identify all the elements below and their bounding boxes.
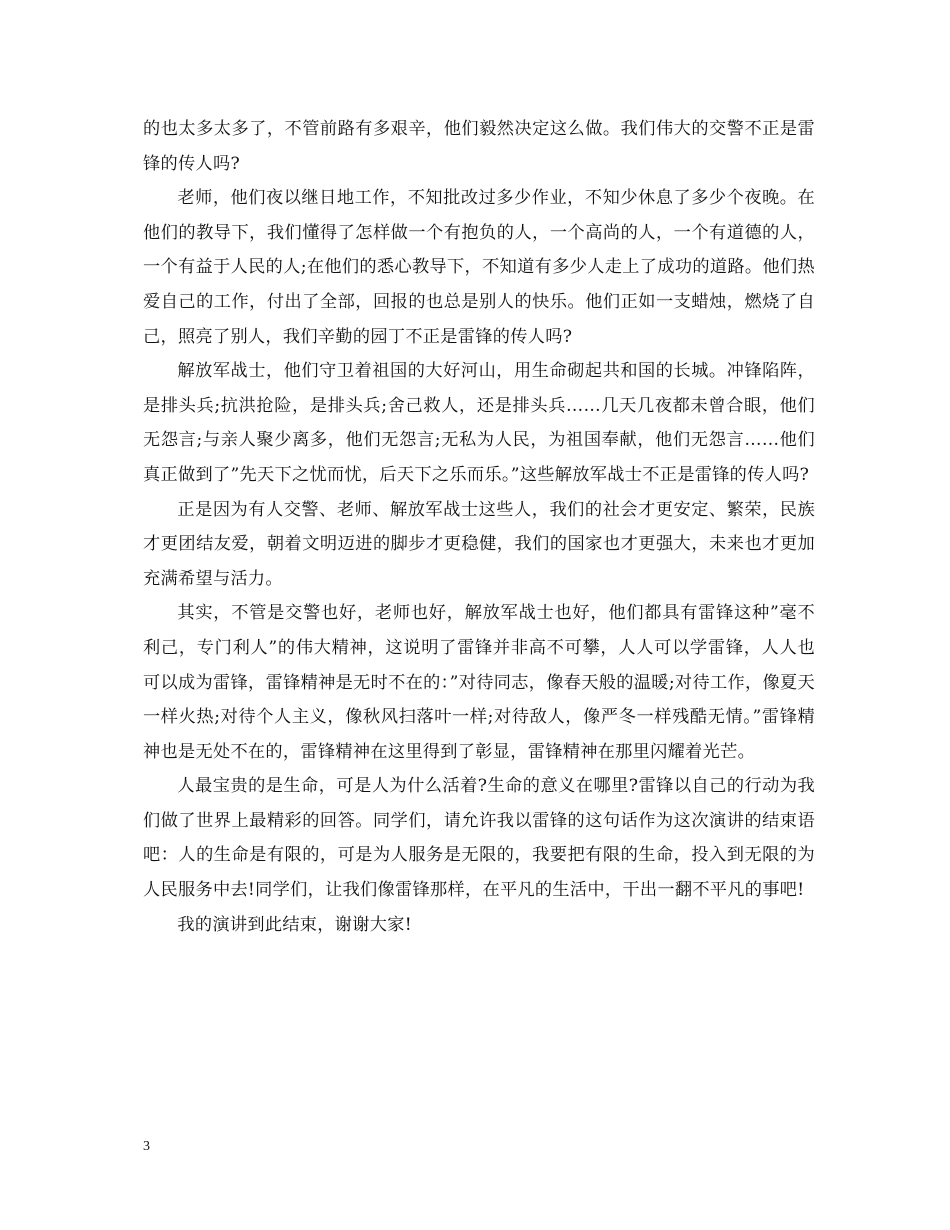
- paragraph-teachers: 老师，他们夜以继日地工作，不知批改过多少作业，不知少休息了多少个夜晚。在他们的教导下，我们懂得了怎样做一个有抱负的人，一个高尚的人，一个有道德的人，一个有益于人民的人;在他们的悉心教导下，不知道有多少人走上了成功的道路。他们热爱自己的工作，付出了全部，回报的也总是别人的快乐。他们正如一支蜡烛，燃烧了自己，照亮了别人，我们辛勤的园丁不正是雷锋的传人吗?: [143, 188, 815, 347]
- paragraph-lei-feng-spirit: 其实，不管是交警也好，老师也好，解放军战士也好，他们都具有雷锋这种”毫不利己，专门利人”的伟大精神，这说明了雷锋并非高不可攀，人人可以学雷锋，人人也可以成为雷锋，雷锋精神是无时不在的：”对待同志，像春天般的温暖;对待工作，像夏天一样火热;对待个人主义，像秋风扫落叶一样;对待敌人，像严冬一样残酷无情。”雷锋精神也是无处不在的，雷锋精神在这里得到了彰显，雷锋精神在那里闪耀着光芒。: [143, 603, 815, 762]
- paragraph-closing: 我的演讲到此结束，谢谢大家!: [177, 914, 412, 935]
- document-body: [143, 112, 815, 942]
- paragraph-soldiers: 解放军战士，他们守卫着祖国的大好河山，用生命砌起共和国的长城。冲锋陷阵，是排头兵;抗洪抢险，是排头兵;舍己救人，还是排头兵……几天几夜都未曾合眼，他们无怨言;与亲人聚少离多，他们无怨言;无私为人民，为祖国奉献，他们无怨言……他们真正做到了”先天下之忧而忧，后天下之乐而乐。”这些解放军战士不正是雷锋的传人吗?: [143, 361, 815, 485]
- paragraph-meaning-of-life: 人最宝贵的是生命，可是人为什么活着?生命的意义在哪里?雷锋以自己的行动为我们做了世界上最精彩的回答。同学们，请允许我以雷锋的这句话作为这次演讲的结束语吧：人的生命是有限的，可是为人服务是无限的，我要把有限的生命，投入到无限的为人民服务中去!同学们，让我们像雷锋那样，在平凡的生活中，干出一翻不平凡的事吧!: [143, 776, 815, 901]
- page-number: 3: [143, 1139, 150, 1154]
- paragraph-continuation: 的也太多太多了，不管前路有多艰辛，他们毅然决定这么做。我们伟大的交警不正是雷锋的传人吗?: [143, 119, 815, 174]
- paragraph-society: 正是因为有人交警、老师、解放军战士这些人，我们的社会才更安定、繁荣，民族才更团结友爱，朝着文明迈进的脚步才更稳健，我们的国家也才更强大，未来也才更加充满希望与活力。: [143, 499, 815, 589]
